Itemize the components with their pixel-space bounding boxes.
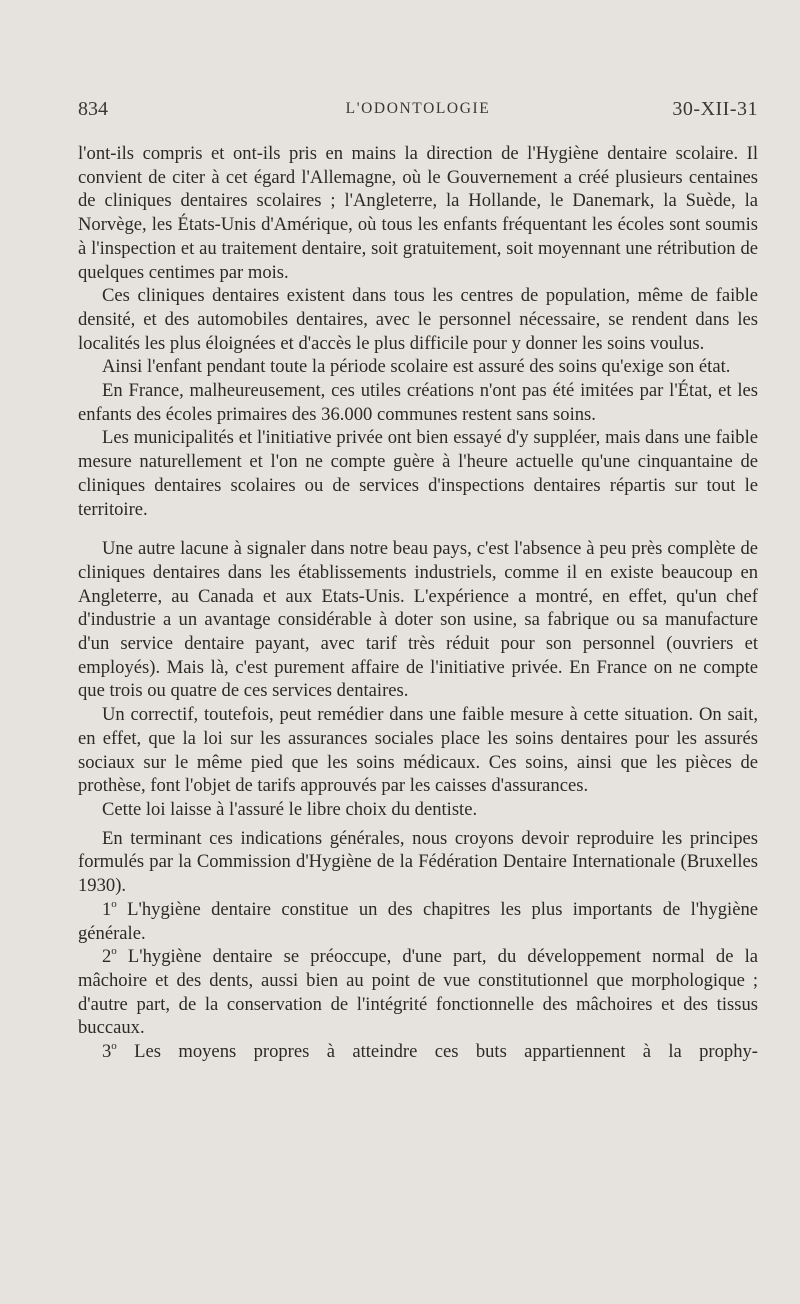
list-number: 1 [102, 898, 112, 920]
issue-date: 30-XII-31 [672, 98, 758, 120]
paragraph: Les municipalités et l'initiative privée ont bien essayé d'y suppléer, mais dans une faible mesure naturellement et l'on ne compte guère à l'heure actuelle qu'une cinquantaine de cliniques dentaires scolaires ou de services d'inspections dentaires répartis sur tout le territoire. [78, 427, 758, 520]
paragraph: En France, malheureusement, ces utiles créations n'ont pas été imitées par l'État, et les enfants des écoles primaires des 36.000 communes restent sans soins. [78, 380, 758, 425]
paragraph: Ainsi l'enfant pendant toute la période scolaire est assuré des soins qu'exige son état. [102, 356, 731, 378]
list-item-text: Les moyens propres à atteindre ces buts appartiennent à la prophy- [134, 1041, 758, 1063]
ordinal-mark: o [111, 1039, 117, 1052]
paragraph: Une autre lacune à signaler dans notre beau pays, c'est l'absence à peu près complète de cliniques dentaires dans les établissements industriels, comme il en existe beaucoup en Angleterre, au Canada et aux Etats-Unis. L'expérience a montré, en effet, qu'un chef d'industrie a un avantage considérable à doter son usine, sa fabrique ou sa manufacture d'un service dentaire payant, avec tarif très réduit pour son personnel (ouvriers et employés). Mais là, c'est purement affaire de l'initiative privée. En France on ne compte que trois ou quatre de ces services dentaires. [78, 538, 758, 702]
list-item-text: L'hygiène dentaire se préoccupe, d'une part, du développement normal de la mâchoire et des dents, aussi bien au point de vue constitutionnel que morphologique ; d'autre part, de la conservation de l'intégrité fonctionnelle des mâchoires et des tissus buccaux. [78, 946, 758, 1039]
list-item [78, 898, 758, 945]
ordinal-mark: o [111, 897, 117, 910]
paragraph: Cette loi laisse à l'assuré le libre choix du dentiste. [102, 798, 478, 820]
journal-title: L'ODONTOLOGIE [345, 100, 491, 117]
paragraph: Un correctif, toutefois, peut remédier dans une faible mesure à cette situation. On sait, en effet, que la loi sur les assurances sociales place les soins dentaires pour les assurés sociaux sur le même pied que les soins médicaux. Ces soins, ainsi que les pièces de prothèse, font l'objet de tarifs approuvés par les caisses d'assurances. [78, 704, 758, 797]
paragraph: l'ont-ils compris et ont-ils pris en mains la direction de l'Hygiène dentaire scolaire. Il convient de citer à cet égard l'Allemagne, où le Gouvernement a créé plusieurs centaines de cliniques dentaires scolaires ; l'Angleterre, la Hollande, le Danemark, la Suède, la Norvège, les États-Unis d'Amérique, où tous les enfants fréquentant les écoles sont soumis à l'inspection et au traitement dentaire, soit gratuitement, soit moyennant une rétribution de quelques centimes par mois. [78, 143, 758, 283]
paragraph: En terminant ces indications générales, nous croyons devoir reproduire les principes formulés par la Commission d'Hygiène de la Fédération Dentaire Internationale (Bruxelles 1930). [78, 827, 758, 897]
running-header [78, 98, 758, 126]
list-item [78, 1040, 758, 1064]
page-number: 834 [78, 98, 108, 120]
list-number: 3 [102, 1041, 112, 1063]
article-body [78, 142, 758, 1064]
paragraph: Ces cliniques dentaires existent dans tous les centres de population, même de faible densité, et des automobiles dentaires, avec le personnel nécessaire, se rendent dans les localités les plus éloignées et d'accès le plus difficile pour y donner les soins voulus. [78, 285, 758, 354]
list-item-text: L'hygiène dentaire constitue un des chapitres les plus importants de l'hygiène générale. [78, 898, 759, 944]
list-item [78, 945, 758, 1040]
ordinal-mark: o [111, 945, 117, 958]
list-number: 2 [102, 946, 112, 968]
